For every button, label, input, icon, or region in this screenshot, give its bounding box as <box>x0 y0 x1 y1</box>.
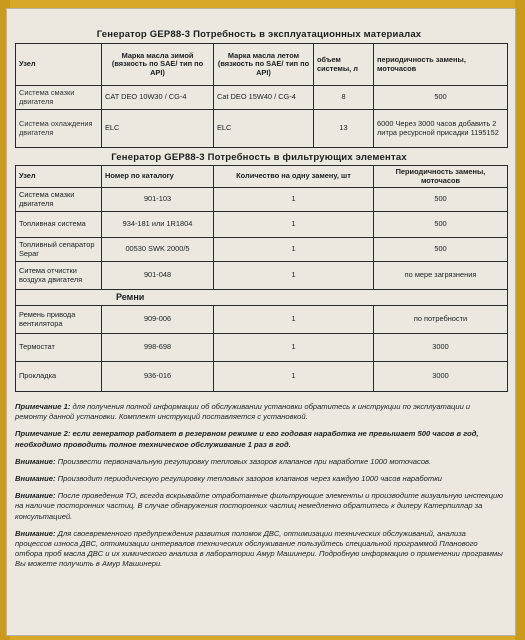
table1-title: Генератор GEP88-3 Потребность в эксплуатационных материалах <box>96 29 422 40</box>
table-row <box>16 238 508 262</box>
filters-cell: 998-698 <box>102 334 214 362</box>
materials-header-summer-oil: Марка масла летом (вязкость по SAE/ тип по API) <box>214 44 314 86</box>
note-1 <box>15 402 503 422</box>
filters-header-quantity: Количество на одну замену, шт <box>214 166 374 188</box>
materials-cell: CAT DEO 10W30 / CG-4 <box>102 86 214 110</box>
filters-cell: 1 <box>214 238 374 262</box>
table-row <box>16 262 508 290</box>
filters-cell: 500 <box>374 238 508 262</box>
table2-title: Генератор GEP88-3 Потребность в фильтрующих элементах <box>111 152 407 163</box>
materials-cell: 6000 Через 3000 часов добавить 2 литра ресурсной присадки 1195152 <box>374 110 508 148</box>
table-row <box>16 110 508 148</box>
materials-cell: ELC <box>214 110 314 148</box>
note-text: Производит периодическую регулировку тепловых зазоров клапанов через каждую 1000 часов наработки <box>55 474 442 484</box>
attention-2 <box>15 474 503 484</box>
filters-header-unit: Узел <box>16 166 102 188</box>
note-text: Для своевременного предупреждения развития поломок ДВС, оптимизации технических обслуживаний, анализа процессов износа ДВС, оптимизации интервалов технических обслуживание пользуйтесь специальной программой Планового отбора проб масла ДВС и их химического анализа в лаборатории Амур Машинери. Подробную информацию о применении программы Вы можете получить в Амур Машинери. <box>15 528 503 569</box>
materials-header-row <box>16 44 508 86</box>
filters-cell: 901-103 <box>102 188 214 212</box>
filters-cell: Топливный сепаратор Separ <box>16 238 102 262</box>
attention-1 <box>15 457 503 467</box>
note-text: После проведения ТО, всегда вскрывайте отработанные фильтрующие элементы и производите визуальную инспекцию на наличие посторонних частиц. В случае обнаружения посторонних частиц немедленно обратитесь к дилеру Катерпиллар за консультацией. <box>15 491 503 521</box>
filters-cell: 1 <box>214 334 374 362</box>
filters-cell: Топливная система <box>16 212 102 238</box>
belts-label: Ремни <box>16 290 508 306</box>
filters-header-interval: Периодичность замены, моточасов <box>374 166 508 188</box>
filters-cell: по потребности <box>374 306 508 334</box>
filters-cell: 1 <box>214 188 374 212</box>
filters-cell: 500 <box>374 188 508 212</box>
table-row <box>16 86 508 110</box>
table-row <box>16 188 508 212</box>
table-row <box>16 362 508 392</box>
yellow-panel-right <box>515 0 525 640</box>
filters-cell: 934-181 или 1R1804 <box>102 212 214 238</box>
table-row <box>16 212 508 238</box>
filters-cell: 00530 SWK 2000/5 <box>102 238 214 262</box>
filters-cell: 500 <box>374 212 508 238</box>
materials-cell: 8 <box>314 86 374 110</box>
note-text: Произвести первоначальную регулировку тепловых зазоров клапанов при наработке 1000 моточасов. <box>55 456 432 466</box>
materials-table <box>15 43 508 148</box>
note-text: если генератор работает в резервном режиме и его годовая наработка не превышает 500 часов в год, необходимо проводить полное техническое обслуживание 1 раз в год. <box>15 429 479 449</box>
filters-cell: 936-016 <box>102 362 214 392</box>
belts-section-row <box>16 290 508 306</box>
materials-cell: Система смазки двигателя <box>16 86 102 110</box>
filters-cell: 1 <box>214 262 374 290</box>
filters-cell: 909-006 <box>102 306 214 334</box>
materials-cell: 500 <box>374 86 508 110</box>
filters-cell: по мере загрязнения <box>374 262 508 290</box>
filters-cell: Система смазки двигателя <box>16 188 102 212</box>
materials-header-unit: Узел <box>16 44 102 86</box>
filters-cell: Термостат <box>16 334 102 362</box>
materials-cell: 13 <box>314 110 374 148</box>
filters-cell: 901-048 <box>102 262 214 290</box>
filters-cell: 1 <box>214 306 374 334</box>
filters-cell: 1 <box>214 212 374 238</box>
materials-cell: Cat DEO 15W40 / CG-4 <box>214 86 314 110</box>
note-label: Внимание: <box>15 474 56 484</box>
filters-header-catalog: Номер по каталогу <box>102 166 214 188</box>
table-row <box>16 306 508 334</box>
note-text: для получения полной информации об обслуживании установки обратитесь к инструкции по эксплуатации и ремонту данной установки. Комплект инструкций поставляется с установкой. <box>15 402 471 422</box>
materials-header-volume: объем системы, л <box>314 44 374 86</box>
filters-cell: Ремень привода вентилятора <box>16 306 102 334</box>
note-2 <box>15 429 503 449</box>
filters-cell: Прокладка <box>16 362 102 392</box>
filters-cell: Ситема отчистки воздуха двигателя <box>16 262 102 290</box>
filters-cell: 3000 <box>374 362 508 392</box>
filters-table <box>15 165 508 392</box>
table-row <box>16 334 508 362</box>
notes-section <box>15 402 503 570</box>
materials-cell: Система охлаждения двигателя <box>16 110 102 148</box>
maintenance-sheet <box>6 8 516 636</box>
note-label: Внимание: <box>15 456 56 466</box>
note-label: Примечание 1: <box>15 402 71 411</box>
note-label: Внимание: <box>15 491 56 501</box>
filters-header-row <box>16 166 508 188</box>
filters-cell: 1 <box>214 362 374 392</box>
attention-3 <box>15 491 503 522</box>
note-label: Внимание: <box>15 528 56 538</box>
note-label: Примечание 2: <box>15 429 71 439</box>
filters-cell: 3000 <box>374 334 508 362</box>
attention-4 <box>15 529 503 570</box>
materials-cell: ELC <box>102 110 214 148</box>
materials-header-winter-oil: Марка масла зимой (вязкость по SAE/ тип по API) <box>102 44 214 86</box>
materials-header-interval: периодичность замены, моточасов <box>374 44 508 86</box>
